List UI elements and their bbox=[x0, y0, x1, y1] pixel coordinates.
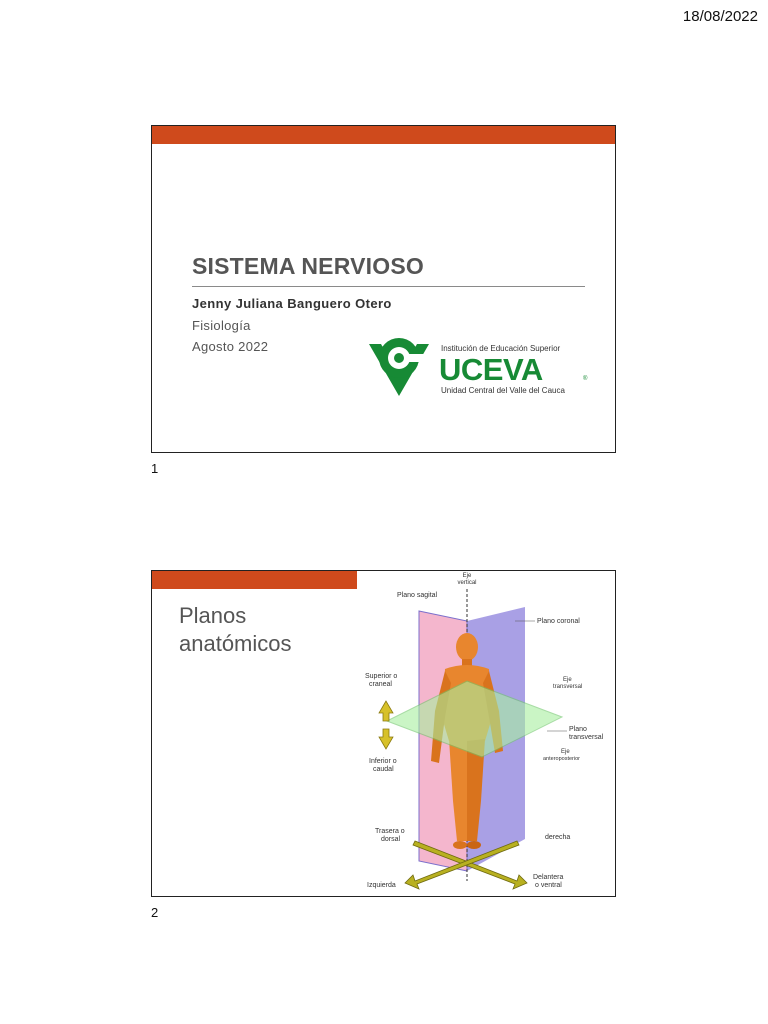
label-eje-transversal-1: Eje bbox=[563, 677, 572, 683]
slide-number: 1 bbox=[151, 461, 159, 476]
label-plano-sagital: Plano sagital bbox=[397, 592, 438, 599]
label-inferior-1: Inferior o bbox=[369, 758, 397, 765]
slide-title: Planos anatómicos bbox=[179, 603, 292, 656]
label-eje-vertical-2: vertical bbox=[457, 580, 477, 586]
label-izquierda: Izquierda bbox=[367, 882, 396, 889]
label-delantera-2: o ventral bbox=[535, 882, 562, 889]
anatomical-planes-diagram bbox=[357, 571, 615, 896]
label-plano-transversal-2: transversal bbox=[569, 734, 604, 741]
author-name: Jenny Juliana Banguero Otero bbox=[192, 296, 392, 311]
title-divider bbox=[192, 286, 585, 287]
label-plano-coronal: Plano coronal bbox=[537, 618, 580, 625]
label-trasera-2: dorsal bbox=[381, 836, 401, 843]
label-eje-anteroposterior-2: anteroposterior bbox=[543, 756, 580, 762]
presentation-date: Agosto 2022 bbox=[192, 339, 269, 354]
label-delantera-1: Delantera bbox=[533, 874, 564, 881]
label-superior-2: craneal bbox=[369, 681, 392, 688]
page-date: 18/08/2022 bbox=[682, 8, 758, 25]
slide-accent-bar bbox=[152, 126, 615, 144]
superior-inferior-arrows-icon bbox=[379, 701, 393, 749]
label-eje-vertical-1: Eje bbox=[462, 573, 472, 579]
logo-full-name: Unidad Central del Valle del Cauca bbox=[441, 386, 565, 395]
slide-2 bbox=[151, 570, 616, 897]
uceva-emblem-icon bbox=[359, 330, 439, 410]
slide-title: SISTEMA NERVIOSO bbox=[192, 253, 424, 279]
label-derecha: derecha bbox=[545, 834, 571, 841]
slide-accent-bar bbox=[152, 571, 357, 589]
label-eje-anteroposterior-1: Eje bbox=[561, 749, 570, 755]
uceva-logo bbox=[359, 324, 595, 404]
slide-number: 2 bbox=[151, 905, 159, 920]
label-trasera-1: Trasera o bbox=[375, 828, 405, 835]
logo-name: UCEVA bbox=[439, 352, 543, 387]
course-subject: Fisiología bbox=[192, 318, 251, 333]
logo-registered-mark: ® bbox=[583, 376, 588, 382]
label-inferior-2: caudal bbox=[373, 766, 394, 773]
transverse-plane bbox=[387, 681, 562, 757]
logo-tagline: Institución de Educación Superior bbox=[441, 344, 561, 353]
label-plano-transversal-1: Plano bbox=[569, 726, 587, 733]
label-superior-1: Superior o bbox=[365, 673, 398, 680]
slide-1 bbox=[151, 125, 616, 453]
label-eje-transversal-2: transversal bbox=[553, 684, 583, 690]
